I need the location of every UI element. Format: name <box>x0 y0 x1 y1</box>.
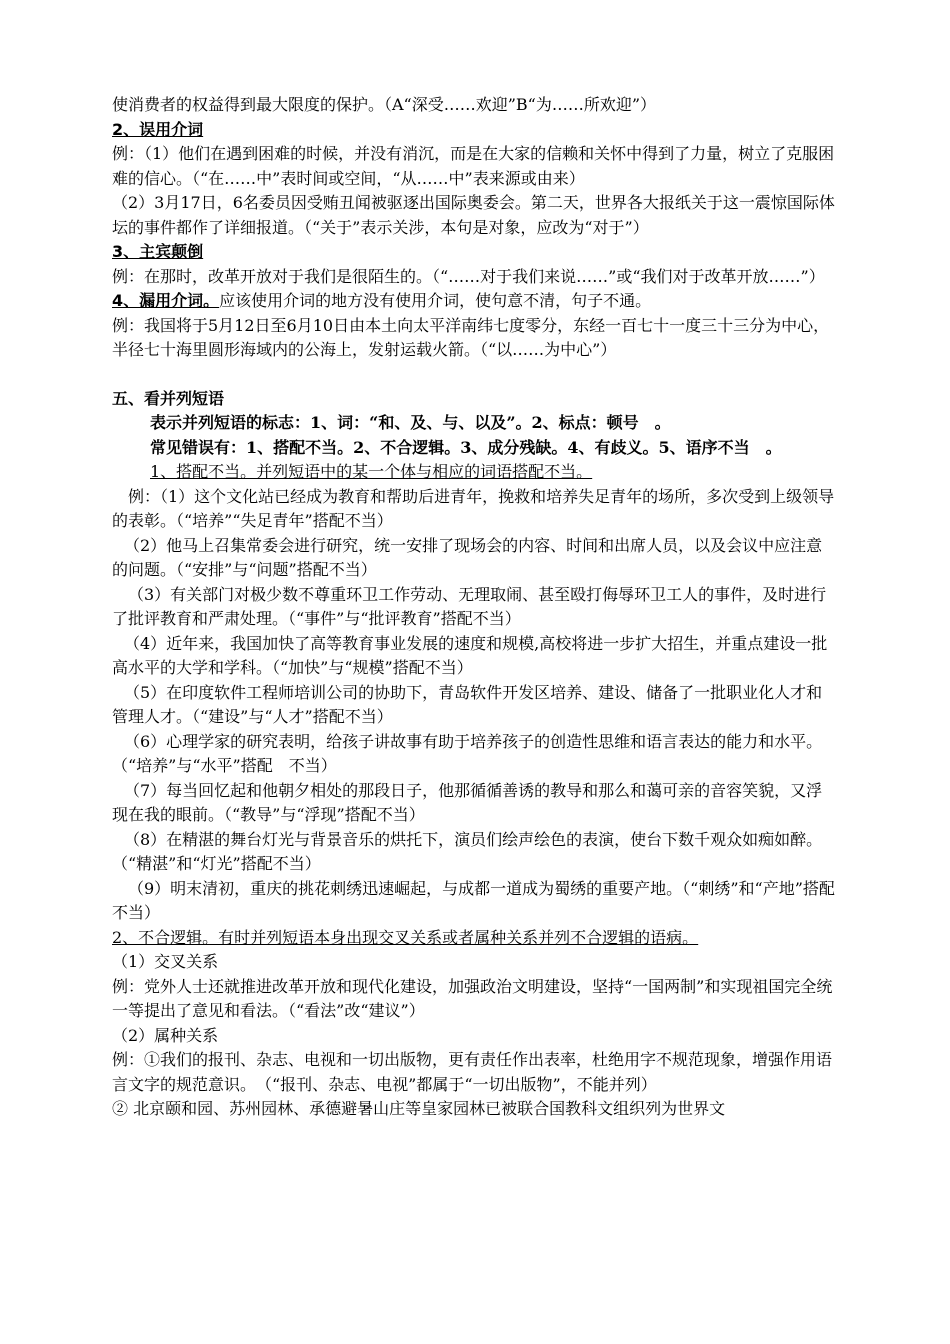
example-paragraph: （6）心理学家的研究表明，给孩子讲故事有助于培养孩子的创造性思维和语言表达的能力和水平。（“培养”与“水平”搭配 不当） <box>112 731 823 775</box>
example-paragraph: （7）每当回忆起和他朝夕相处的那段日子，他那循循善诱的教导和那么和蔼可亲的音容笑貌，又浮现在我的眼前。（“教导”与“浮现”搭配不当） <box>112 780 823 824</box>
example-paragraph: 例：党外人士还就推进改革开放和现代化建设，加强政治文明建设，坚持“一国两制”和实现祖国完全统一等提出了意见和看法。（“看法”改“建议”） <box>112 976 833 1020</box>
example-paragraph: （8）在精湛的舞台灯光与背景音乐的烘托下，演员们绘声绘色的表演，使台下数千观众如痴如醉。（“精湛”和“灯光”搭配不当） <box>112 829 823 873</box>
example-paragraph: 例：（1）这个文化站已经成为教育和帮助后进青年，挽救和培养失足青年的场所，多次受到上级领导的表彰。（“培养”“失足青年”搭配不当） <box>112 486 835 530</box>
example-paragraph: 例：（1）他们在遇到困难的时候，并没有消沉，而是在大家的信赖和关怀中得到了力量，树立了克服困难的信心。（“在……中”表时间或空间，“从……中”表来源或由来） <box>112 144 835 188</box>
section-heading-missing-preposition: 4、漏用介词。 <box>112 291 220 310</box>
subsection-label-genus-species: （2）属种关系 <box>112 1025 219 1045</box>
example-paragraph: ② 北京颐和园、苏州园林、承德避暑山庄等皇家园林已被联合国教科文组织列为世界文 <box>112 1099 726 1118</box>
example-paragraph: （9）明末清初，重庆的挑花刺绣迅速崛起，与成都一道成为蜀绣的重要产地。（“刺绣”和“产地”搭配不当） <box>112 878 835 922</box>
example-paragraph: （3）有关部门对极少数不尊重环卫工作劳动、无理取闹、甚至殴打侮辱环卫工人的事件，及时进行了批评教育和严肃处理。（“事件”与“批评教育”搭配不当） <box>112 584 827 628</box>
example-paragraph: 例：在那时，改革开放对于我们是很陌生的。（“……对于我们来说……”或“我们对于改革开放……”） <box>112 266 825 286</box>
paragraph-gap <box>112 363 838 387</box>
example-paragraph: （2）他马上召集常委会进行研究，统一安排了现场会的内容、时间和出席人员，以及会议中应注意的问题。（“安排”与“问题”搭配不当） <box>112 535 823 579</box>
example-paragraph: 例：我国将于5月12日至6月10日由本土向太平洋南纬七度零分，东经一百七十一度三十三分为中心，半径七十海里圆形海域内的公海上，发射运载火箭。（“以……为中心”） <box>112 315 830 359</box>
section-heading-subject-object-reversal: 3、主宾颠倒 <box>112 242 204 261</box>
subheading-illogical: 2、不合逻辑。有时并列短语本身出现交叉关系或者属种关系并列不合逻辑的语病。 <box>112 927 699 947</box>
section-heading-misused-preposition: 2、误用介词 <box>112 119 204 139</box>
subsection-label-overlap: （1）交叉关系 <box>112 952 219 971</box>
subheading-mismatch: 1、搭配不当。并列短语中的某一个体与相应的词语搭配不当。 <box>150 462 593 481</box>
example-paragraph: 例：①我们的报刊、杂志、电视和一切出版物，更有责任作出表率，杜绝用字不规范现象，增强作用语言文字的规范意识。 （“报刊、杂志、电视”都属于“一切出版物”，不能并列） <box>112 1050 833 1094</box>
heading-description: 应该使用介词的地方没有使用介词，使句意不清，句子不通。 <box>219 291 652 310</box>
example-paragraph: （2）3月17日，6名委员因受贿丑闻被驱逐出国际奥委会。第二天，世界各大报纸关于这一震惊国际体坛的事件都作了详细报道。（“关于”表示关涉，本句是对象，应改为“对于”） <box>112 193 835 237</box>
bold-note-markers: 表示并列短语的标志：1、词：“和、及、与、以及”。2、标点：顿号 。 <box>150 413 671 432</box>
bold-note-common-errors: 常见错误有：1、搭配不当。2、不合逻辑。3、成分残缺。4、有歧义。5、语序不当 。 <box>150 437 782 457</box>
section-heading-parallel-phrases: 五、看并列短语 <box>112 388 225 408</box>
example-paragraph: （5）在印度软件工程师培训公司的协助下，青岛软件开发区培养、建设、储备了一批职业化人才和管理人才。（“建设”与“人才”搭配不当） <box>112 682 823 726</box>
example-paragraph: （4）近年来，我国加快了高等教育事业发展的速度和规模,高校将进一步扩大招生，并重点建设一批高水平的大学和学科。（“加快”与“规模”搭配不当） <box>112 633 828 677</box>
text-line: 使消费者的权益得到最大限度的保护。（A“深受……欢迎”B“为……所欢迎”） <box>112 95 657 114</box>
section-heading-missing-preposition-line <box>112 289 838 314</box>
